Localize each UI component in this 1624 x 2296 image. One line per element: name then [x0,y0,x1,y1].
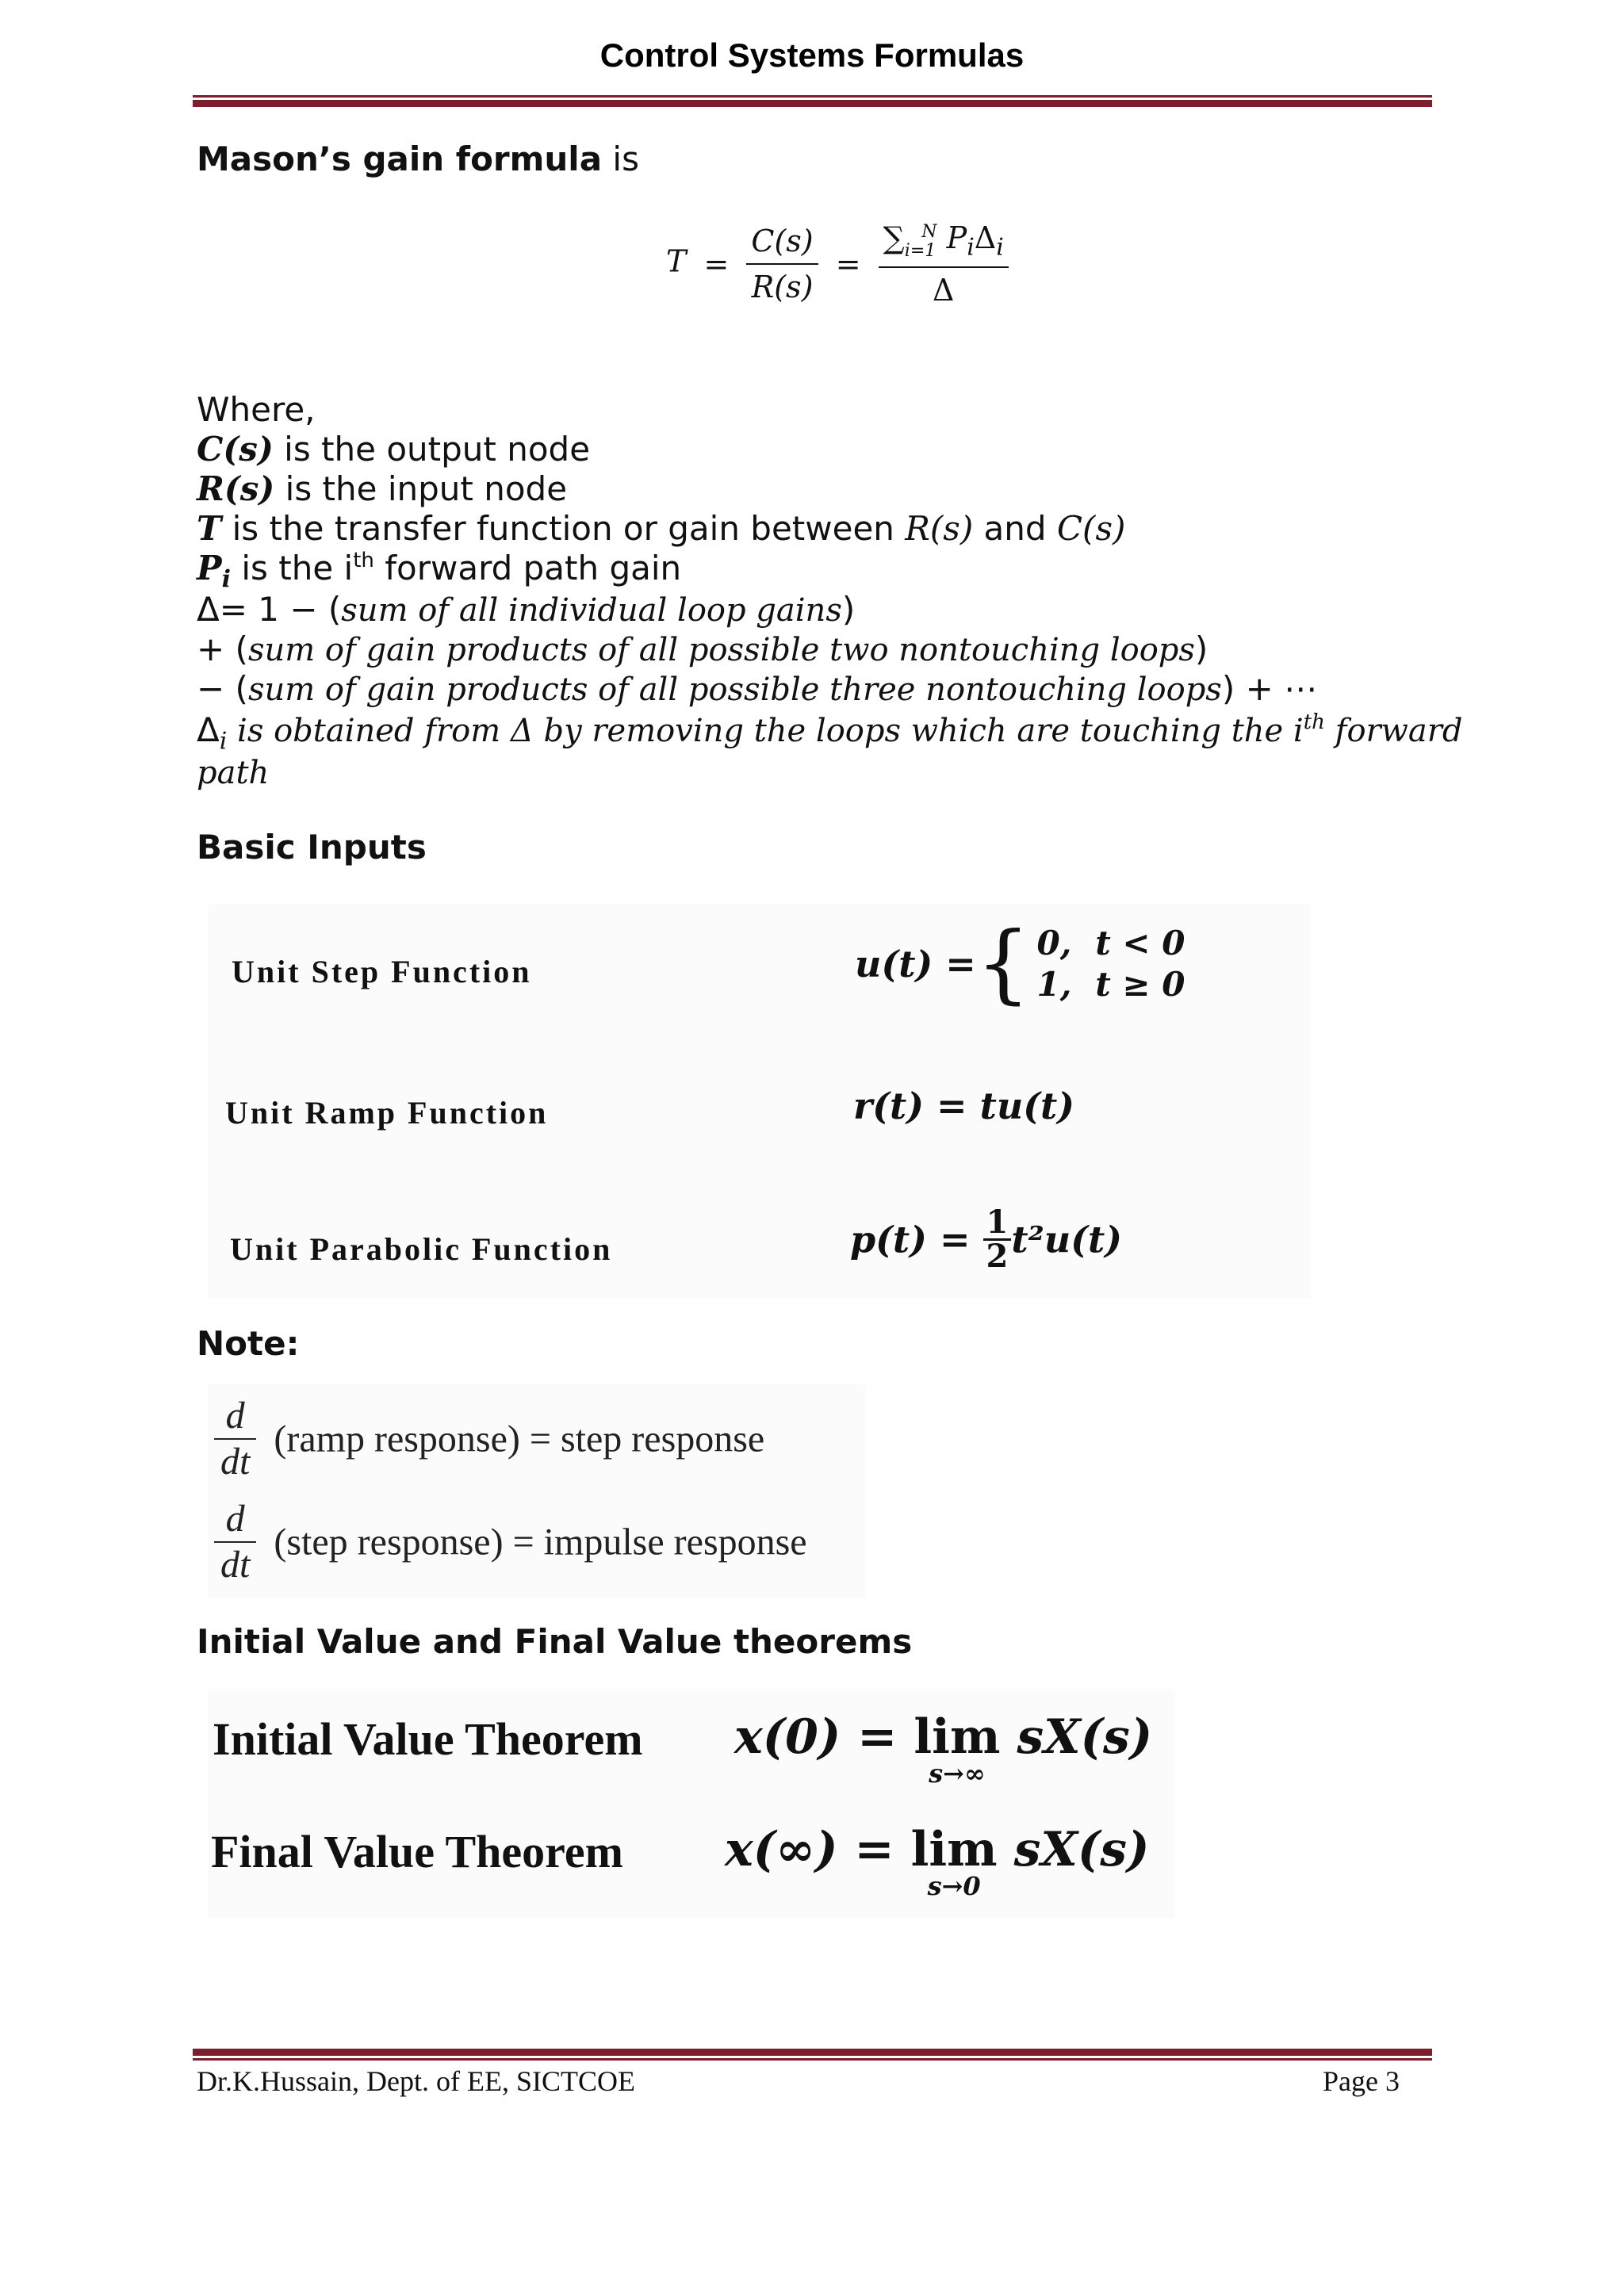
header-rule-thick [193,100,1432,107]
mason-delta-sub: i [996,233,1004,262]
mason-heading-rest: is [602,140,639,178]
t-r: R(s) [905,509,974,548]
final-value-lim [911,1822,998,1901]
initial-value-lim-word: lim [914,1709,1001,1765]
mason-frac-1-num: C(s) [746,224,818,265]
note-line-2 [214,1497,807,1587]
unit-ramp-equation: r(t) = tu(t) [853,1085,1075,1127]
t-and: and [973,509,1057,548]
where-label: Where, [197,390,316,429]
p-text1: is the i [231,549,354,587]
note-line-2-derivative [214,1497,256,1587]
basic-inputs-heading: Basic Inputs [197,828,427,867]
p-sub: i [221,565,231,594]
where-c-line [197,430,590,469]
deltai-text1: is obtained from Δ by removing the loops which are touching the i [227,713,1304,749]
c-text: is the output node [273,430,591,469]
where-r-line [197,469,567,508]
mason-sum-sub: i=1 [904,241,936,261]
mason-heading [197,140,639,178]
delta-line-2-suffix: ) [1194,629,1208,668]
deltai-line [197,710,1462,755]
final-value-lim-word: lim [910,1822,998,1877]
mason-frac-1-den: R(s) [751,269,814,304]
note-line-1-dt: dt [220,1441,251,1483]
mason-p-sub: i [967,233,975,262]
delta-line-1-prefix: Δ= 1 − ( [197,590,342,629]
note-line-1-derivative [214,1394,256,1484]
mason-delta: Δ [974,220,997,255]
note-line-1-d: d [214,1394,256,1440]
mason-frac-2-den: Δ [933,272,955,308]
unit-step-brace: { [975,914,1031,1013]
p-sup: th [353,549,374,572]
unit-step-case1-val: 0, [1036,924,1072,962]
note-heading: Note: [197,1324,300,1363]
r-text: is the input node [274,469,568,508]
unit-step-label: Unit Step Function [232,954,532,989]
r-symbol: R(s) [197,469,275,508]
t-text: is the transfer function or gain between [221,509,906,548]
mason-frac-1 [746,224,818,304]
note-line-2-d: d [214,1497,256,1543]
initial-value-lim-sub: s→∞ [929,1758,986,1789]
delta-line-3-italic: sum of gain products of all possible three nontouching loops [247,672,1222,708]
unit-step-case1-cond: t < 0 [1095,924,1185,962]
footer-rule-thick [193,2049,1432,2056]
delta-line-3-prefix: − ( [197,669,248,708]
initial-value-lim [914,1709,1000,1789]
delta-line-2 [197,629,1208,668]
unit-step-lhs: u(t) = [855,943,976,985]
unit-step-equation [855,914,1204,1013]
unit-parabolic-lhs: p(t) = [850,1218,971,1261]
p-symbol: P [197,549,222,587]
unit-parabolic-rhs: t²u(t) [1011,1218,1122,1261]
c-symbol: C(s) [197,430,274,469]
note-line-2-dt: dt [220,1544,251,1586]
mason-p: P [946,220,967,255]
mason-formula [666,220,1009,308]
mason-eq-2: = [835,246,861,281]
deltai-sup: th [1303,710,1325,734]
note-line-2-text: (step response) = impulse response [274,1521,807,1563]
final-value-lim-sub: s→0 [927,1871,981,1901]
unit-step-cases [1031,922,1205,1006]
unit-step-case2-cond: t ≥ 0 [1095,965,1185,1004]
mason-heading-bold: Mason’s gain formula [197,140,603,178]
mason-sum: ∑ [883,220,905,255]
footer-page-number: Page 3 [1323,2065,1400,2097]
page-header-title: Control Systems Formulas [599,36,1025,74]
delta-line-1-italic: sum of all individual loop gains [341,592,842,629]
where-t-line [197,509,1125,548]
unit-parabolic-den: 2 [986,1238,1009,1275]
initial-value-label: Initial Value Theorem [213,1713,643,1765]
header-rule-thin [193,95,1432,98]
where-p-line [197,549,681,593]
t-symbol: T [197,509,222,548]
theorems-heading: Initial Value and Final Value theorems [197,1622,913,1661]
delta-line-2-prefix: + ( [197,629,248,668]
mason-sum-sup: N [921,222,937,242]
unit-parabolic-equation [850,1203,1122,1275]
footer-author: Dr.K.Hussain, Dept. of EE, SICTCOE [197,2065,635,2097]
mason-frac-2 [879,220,1009,308]
unit-parabolic-label: Unit Parabolic Function [230,1231,613,1267]
delta-line-3-suffix: ) + ⋯ [1221,669,1318,708]
deltai-line-cont: path [197,755,270,791]
final-value-equation [725,1822,1149,1901]
final-value-label: Final Value Theorem [211,1826,623,1877]
note-line-1-text: (ramp response) = step response [274,1418,765,1460]
mason-T: T [666,243,687,279]
delta-line-1-suffix: ) [841,590,856,629]
initial-value-lhs: x(0) = [734,1709,898,1765]
mason-frac-2-num [879,220,1009,268]
final-value-lhs: x(∞) = [725,1822,894,1877]
unit-step-case2-val: 1, [1036,965,1072,1004]
mason-eq-1: = [703,246,730,281]
t-c: C(s) [1056,509,1126,548]
initial-value-equation [734,1709,1152,1789]
unit-parabolic-num: 1 [983,1207,1012,1241]
deltai-text2: forward [1324,713,1463,749]
unit-parabolic-half [983,1203,1012,1275]
initial-value-rhs: sX(s) [1017,1709,1153,1765]
footer-rule-thin [193,2058,1432,2061]
final-value-rhs: sX(s) [1013,1822,1150,1877]
deltai-symbol: Δ [197,710,220,749]
note-line-1 [214,1394,764,1484]
unit-ramp-label: Unit Ramp Function [225,1095,549,1131]
p-text2: forward path gain [373,549,682,587]
deltai-sub: i [219,727,228,756]
delta-line-3 [197,669,1317,708]
delta-line-1 [197,590,855,629]
delta-line-2-italic: sum of gain products of all possible two nontouching loops [247,632,1195,668]
